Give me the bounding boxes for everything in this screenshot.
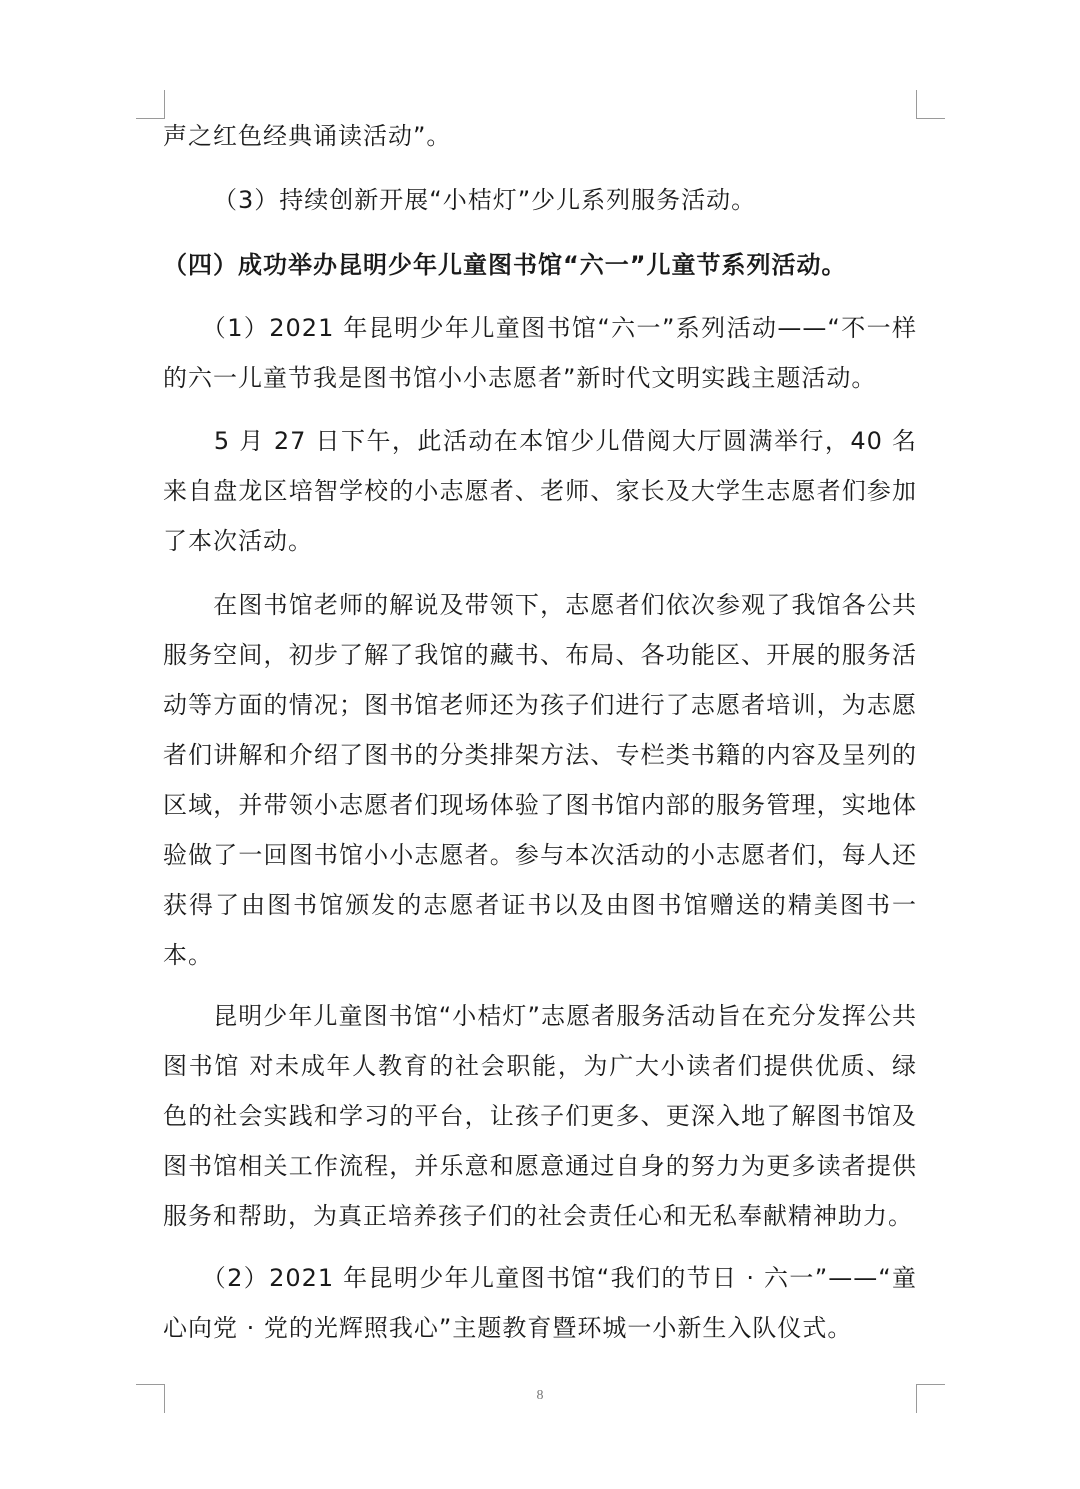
paragraph-event-date: 5 月 27 日下午，此活动在本馆少儿借阅大厅圆满举行，40 名来自盘龙区培智学校的小志愿者、老师、家长及大学生志愿者们参加了本次活动。 xyxy=(163,427,917,555)
paragraph-activity-2: （2）2021 年昆明少年儿童图书馆“我们的节日 · 六一”——“童心向党 · 党的光辉照我心”主题教育暨环城一小新生入队仪式。 xyxy=(163,1264,917,1342)
paragraph-volunteer-tour: 在图书馆老师的解说及带领下，志愿者们依次参观了我馆各公共服务空间，初步了解了我馆的藏书、布局、各功能区、开展的服务活动等方面的情况；图书馆老师还为孩子们进行了志愿者培训，为志愿者们讲解和介绍了图书的分类排架方法、专栏类书籍的内容及呈列的区域，并带领小志愿者们现场体验了图书馆内部的服务管理，实地体验做了一回图书馆小小志愿者。参与本次活动的小志愿者们，每人还获得了由图书馆颁发的志愿者证书以及由图书馆赠送的精美图书一本。 xyxy=(163,591,917,969)
paragraph-activity-1: （1）2021 年昆明少年儿童图书馆“六一”系列活动——“不一样的六一儿童节我是图书馆小小志愿者”新时代文明实践主题活动。 xyxy=(163,314,917,392)
list-item-3: （3）持续创新开展“小桔灯”少儿系列服务活动。 xyxy=(213,186,757,214)
corner-mark-bottom-right xyxy=(916,1384,945,1413)
page-number: 8 xyxy=(536,1388,544,1403)
continued-text-line: 声之红色经典诵读活动”。 xyxy=(163,122,452,150)
corner-mark-top-left xyxy=(136,90,165,119)
corner-mark-top-right xyxy=(916,90,945,119)
paragraph-program-purpose: 昆明少年儿童图书馆“小桔灯”志愿者服务活动旨在充分发挥公共图书馆 对未成年人教育的社会职能，为广大小读者们提供优质、绿色的社会实践和学习的平台，让孩子们更多、更深入地了解图书馆及图书馆相关工作流程，并乐意和愿意通过自身的努力为更多读者提供服务和帮助，为真正培养孩子们的社会责任心和无私奉献精神助力。 xyxy=(163,1002,917,1230)
corner-mark-bottom-left xyxy=(136,1384,165,1413)
section-heading-4: （四）成功举办昆明少年儿童图书馆“六一”儿童节系列活动。 xyxy=(163,251,847,279)
